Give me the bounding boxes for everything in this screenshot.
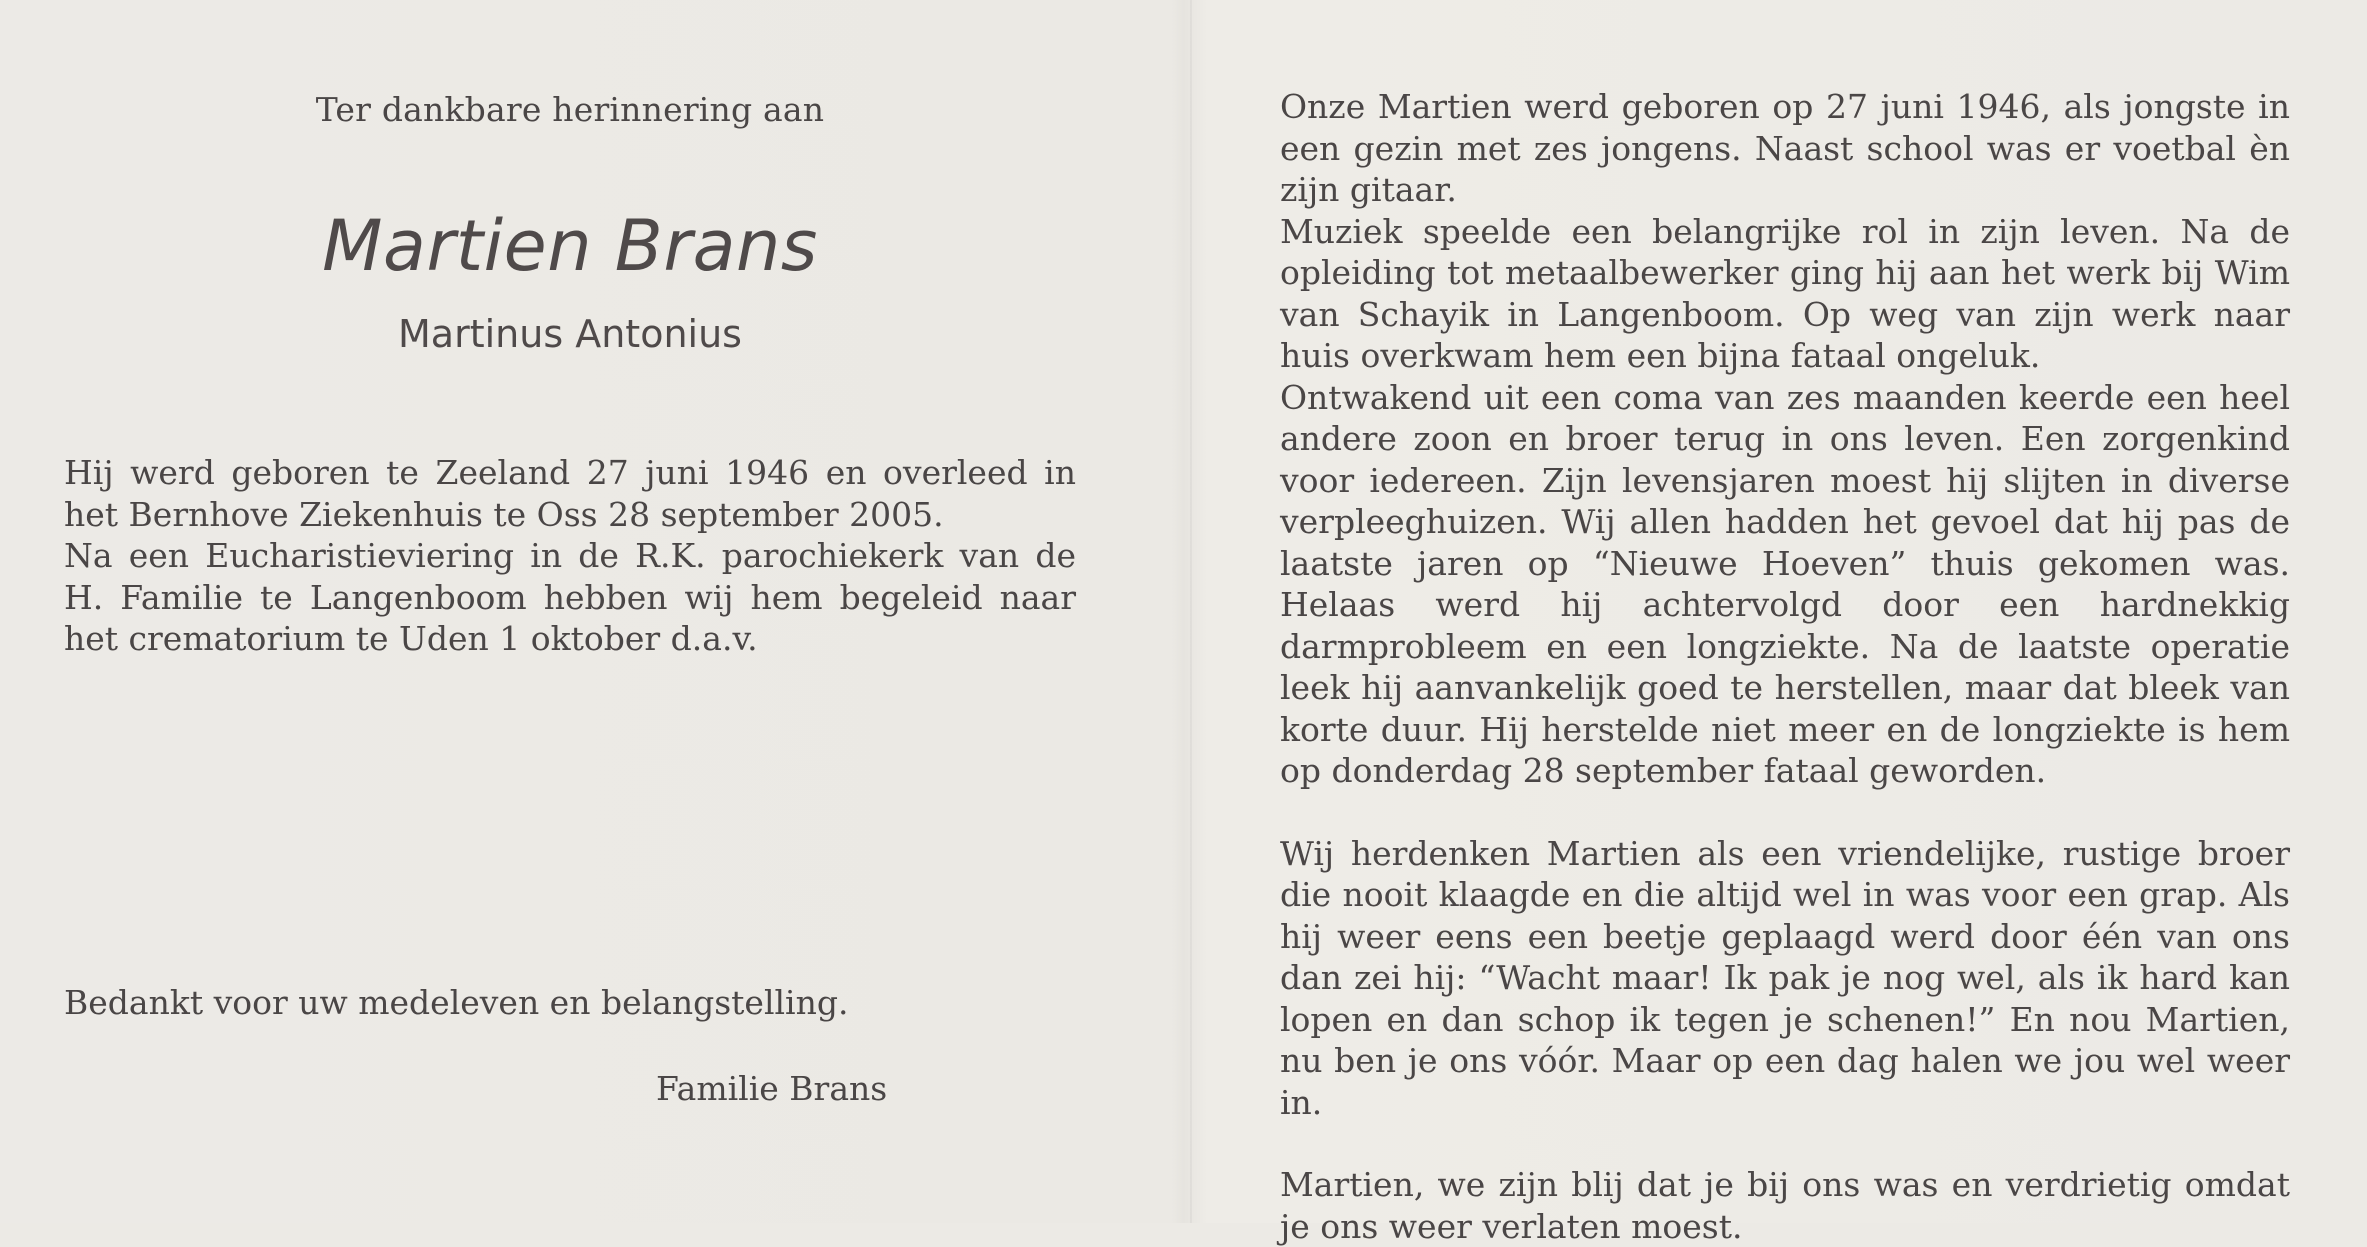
left-panel [64, 0, 1076, 1223]
memory-paragraph: Muziek speelde een belangrijke rol in zijn leven. Na de opleiding tot metaalbewerker ging hij aan het werk bij Wim van Schayik in Langenboom. Op weg van zijn werk naar huis overkwam hem een bijna fataal ongeluk. [1280, 211, 2290, 375]
memory-paragraph: Ontwakend uit een coma van zes maanden keerde een heel andere zoon en broer terug in ons leven. Een zorgenkind voor iedereen. Zijn levensjaren moest hij slijten in diverse verpleeghuizen. Wij allen hadden het gevoel dat hij pas de laatste jaren op “Nieuwe Hoeven” thuis gekomen was. Helaas werd hij achtervolgd door een hardnekkig darmprobleem en een longziekte. Na de laatste operatie leek hij aanvankelijk goed te herstellen, maar dat bleek van korte duur. Hij herstelde niet meer en de longziekte is hem op donderdag 28 september fataal geworden. [1280, 377, 2290, 790]
right-panel [1280, 86, 2290, 1247]
bio-paragraph: Hij werd geboren te Zeeland 27 juni 1946 en overleed in het Bernhove Ziekenhuis te Oss 28 september 2005. [64, 453, 1076, 534]
biography [64, 452, 1076, 660]
intro-text: Ter dankbare herinnering aan [315, 90, 825, 129]
thanks-text: Bedankt voor uw medeleven en belangstelling. [64, 983, 849, 1022]
deceased-name: Martien Brans [322, 205, 818, 287]
given-names: Martinus Antonius [398, 312, 742, 356]
memory-paragraph: Onze Martien werd geboren op 27 juni 1946, als jongste in een gezin met zes jongens. Naast school was er voetbal èn zijn gitaar. [1280, 87, 2290, 209]
family-signature: Familie Brans [656, 1069, 888, 1108]
memory-paragraph: Wij herdenken Martien als een vriendelijke, rustige broer die nooit klaagde en die altijd wel in was voor een grap. Als hij weer eens een beetje geplaagd werd door één van ons dan zei hij: “Wacht maar! Ik pak je nog wel, als ik hard kan lopen en dan schop ik tegen je schenen!” En nou Martien, nu ben je ons vóór. Maar op een dag halen we jou wel weer in. [1280, 833, 2290, 1122]
memory-paragraph: Martien, we zijn blij dat je bij ons was en verdrietig omdat je ons weer verlaten moest. [1280, 1165, 2290, 1246]
card-fold [1190, 0, 1192, 1223]
bio-paragraph: Na een Eucharistieviering in de R.K. parochiekerk van de H. Familie te Langenboom hebben wij hem begeleid naar het crematorium te Uden 1 oktober d.a.v. [64, 536, 1076, 658]
